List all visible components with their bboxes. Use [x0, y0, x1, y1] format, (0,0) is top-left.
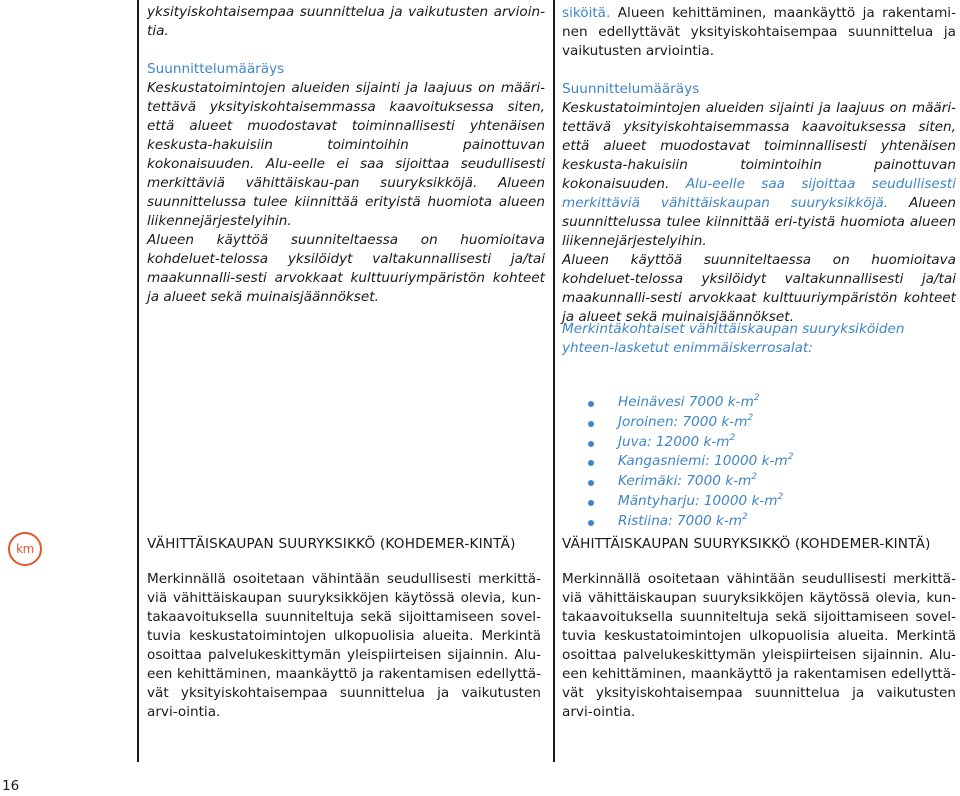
right-legend-title: VÄHITTÄISKAUPAN SUURYKSIKKÖ (KOHDEMER-KINTÄ) [562, 536, 931, 552]
list-item: Kangasniemi: 10000 $k-m^2$ [588, 452, 956, 472]
right-top-text [562, 4, 956, 61]
right-regulation-heading: Suunnittelumääräys [562, 81, 700, 97]
limits-heading: Merkintäkohtaiset vähittäiskaupan suuryksiköiden yhteen-lasketut enimmäiskerrosalat: [562, 321, 905, 356]
right-top-part2: Alueen kehittäminen, maankäyttö ja rakentami-nen edellyttävät yksityiskohtaisempaa suunnittelua ja vaikutusten arviointia. [562, 5, 956, 59]
list-item: Ristiina: 7000 $k-m^2$ [588, 512, 956, 532]
right-reg-part3: Alueen suunnittelussa tulee kiinnittää eri-tyistä huomiota alueen liikennejärjestelyihin. [562, 195, 956, 249]
left-legend-title: VÄHITTÄISKAUPAN SUURYKSIKKÖ (KOHDEMER-KINTÄ) [147, 536, 516, 552]
page-number: 16 [2, 778, 20, 794]
list-item: Juva: 12000 $k-m^2$ [588, 433, 956, 453]
left-column-lower [147, 535, 541, 722]
right-column-lower [562, 535, 956, 722]
list-item: Joroinen: 7000 $k-m^2$ [588, 413, 956, 433]
limits-block [562, 320, 956, 532]
list-item: Heinävesi 7000 $k-m^2$ [588, 393, 956, 413]
retail-unit-symbol-icon [8, 532, 42, 566]
limits-list [588, 393, 956, 532]
left-top-continuation: yksityiskohtaisempaa suunnittelua ja vaikutusten arvioin-tia. [147, 4, 545, 39]
right-column-upper [562, 4, 956, 327]
right-legend-body: Merkinnällä osoitetaan vähintään seudullisesti merkittä-viä vähittäiskaupan suuryksikköjen käytössä olevia, kun-takaavoituksella suunniteltuja sekä sijoittamiseen sovel-tuvia keskustatoimintojen ulkopuolisia alueita. Merkintä osoittaa palvelukeskittymän yleispiirteisen sijainnin. Alu-een kehittäminen, maankäyttö ja rakentamisen edellyttä-vät yksityiskohtaisempaa suunnittelua ja vaikutusten arvi-ointia. [562, 571, 956, 720]
right-heritage-text: Alueen käyttöä suunniteltaessa on huomioitava kohdeluet-telossa yksilöidyt valtakunnallisesti ja/tai maakunnalli-sesti arvokkaat kulttuuriympäristön kohteet ja alueet sekä muinaisjäännökset. [562, 252, 956, 325]
right-regulation-text [562, 99, 956, 251]
left-regulation-text: Keskustatoimintojen alueiden sijainti ja laajuus on määri-tettävä yksityiskohtaisemmassa kaavoituksessa siten, että alueet muodostavat toiminnallisesti yhtenäisen keskusta-hakuisiin toimintoihin painottuvan kokonaisuuden. Alu-eelle ei saa sijoittaa seudullisesti merkittäviä vähittäiskau-pan suuryksikköjä. Alueen suunnittelussa tulee kiinnittää erityistä huomiota alueen liikennejärjestelyihin. [147, 80, 545, 229]
list-item: Kerimäki: 7000 $k-m^2$ [588, 472, 956, 492]
right-reg-part1: Keskustatoimintojen alueiden sijainti ja laajuus on määri-tettävä yksityiskohtaisemmassa kaavoituksessa siten, että alueet muodostavat toiminnallisesti yhtenäisen keskusta-hakuisiin toimintoihin painottuvan kokonaisuuden. [562, 100, 956, 192]
left-regulation-heading: Suunnittelumääräys [147, 61, 285, 77]
left-column-upper [147, 3, 545, 307]
right-top-part1: siköitä. [562, 5, 611, 21]
symbol-label: km [16, 541, 34, 556]
column-rule-left [137, 0, 139, 762]
list-item: Mäntyharju: 10000 $k-m^2$ [588, 492, 956, 512]
left-heritage-text: Alueen käyttöä suunniteltaessa on huomioitava kohdeluet-telossa yksilöidyt valtakunnallisesti ja/tai maakunnalli-sesti arvokkaat kulttuuriympäristön kohteet ja alueet sekä muinaisjäännökset. [147, 232, 545, 305]
right-reg-part2: Alu-eelle saa sijoittaa seudullisesti merkittäviä vähittäiskaupan suuryksikköjä. [562, 176, 956, 211]
left-legend-body: Merkinnällä osoitetaan vähintään seudullisesti merkittä-viä vähittäiskaupan suuryksikköjen käytössä olevia, kun-takaavoituksella suunniteltuja sekä sijoittamiseen sovel-tuvia keskustatoimintojen ulkopuolisia alueita. Merkintä osoittaa palvelukeskittymän yleispiirteisen sijainnin. Alu-een kehittäminen, maankäyttö ja rakentamisen edellyttä-vät yksityiskohtaisempaa suunnittelua ja vaikutusten arvi-ointia. [147, 571, 541, 720]
column-rule-middle [553, 0, 555, 762]
